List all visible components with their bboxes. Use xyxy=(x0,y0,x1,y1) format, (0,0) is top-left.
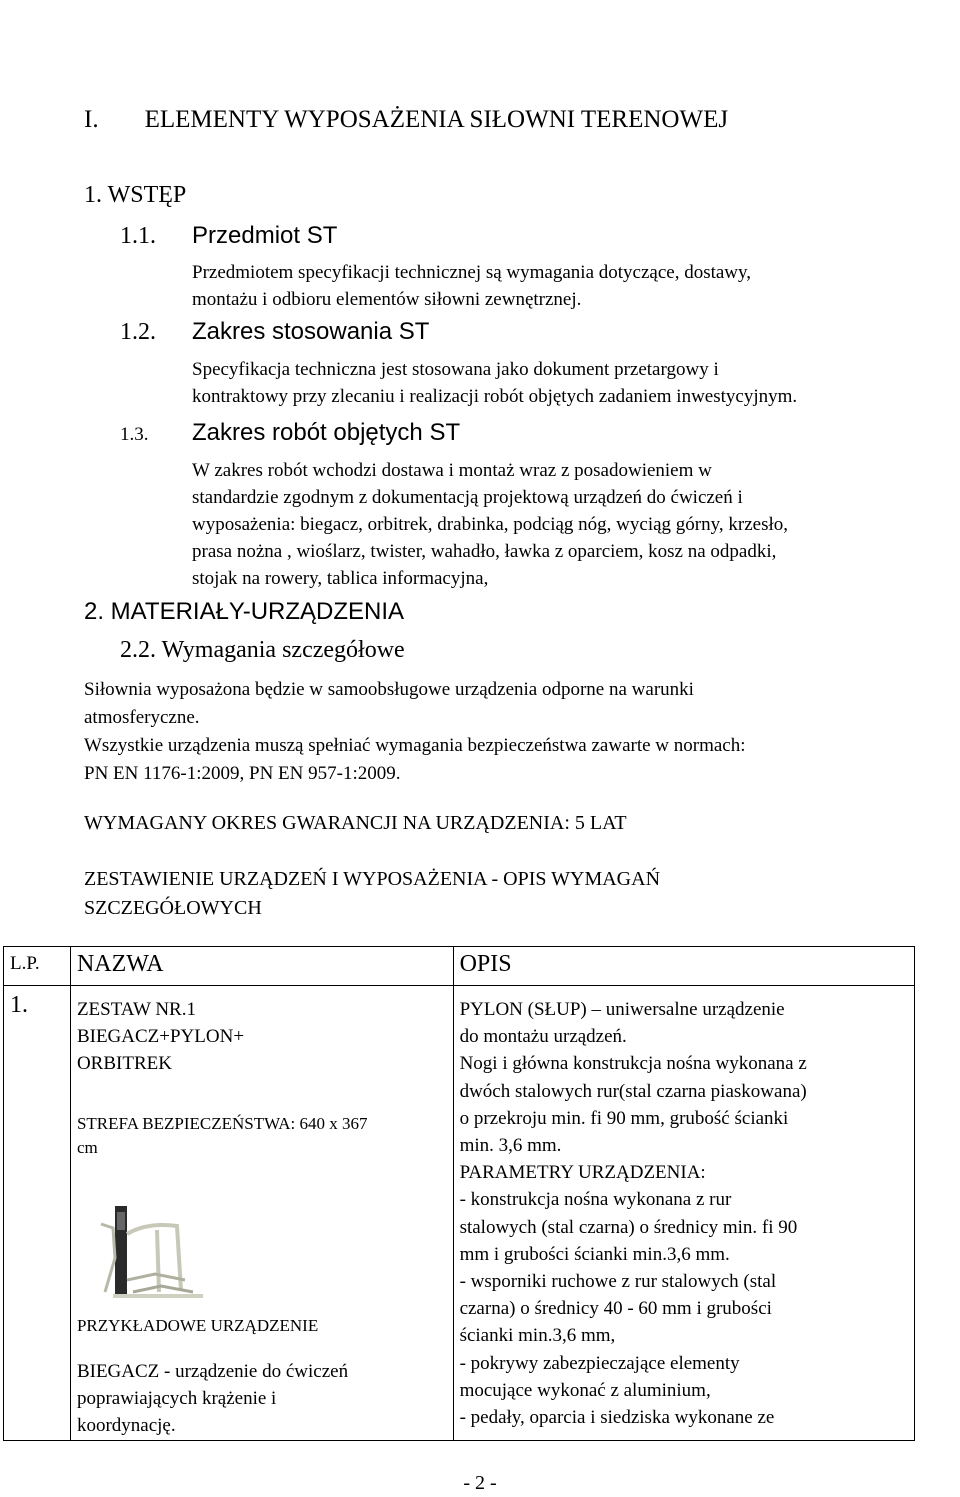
description-line: ścianki min.3,6 mm, xyxy=(459,1325,616,1347)
subsection-1-2-text xyxy=(192,356,932,410)
zone-line: STREFA BEZPIECZEŃSTWA: 640 x 367 xyxy=(76,1114,368,1133)
description-line: PARAMETRY URZĄDZENIA: xyxy=(459,1162,706,1184)
requirements-text xyxy=(84,676,746,788)
paragraph-line: prasa nożna , wioślarz, twister, wahadło, ławka z oparciem, kosz na odpadki, xyxy=(192,541,777,562)
device-description xyxy=(77,1348,453,1439)
table-row xyxy=(4,986,915,1441)
paragraph-line: atmosferyczne. xyxy=(84,707,200,728)
description-line: mocujące wykonać z aluminium, xyxy=(459,1379,711,1401)
description-line: - pedały, oparcia i siedziska wykonane ze xyxy=(459,1407,775,1429)
device-line: koordynację. xyxy=(76,1415,176,1436)
device-line: poprawiających krążenie i xyxy=(76,1388,277,1409)
subsection-1-2-title: Zakres stosowania ST xyxy=(192,318,430,345)
description-line: min. 3,6 mm. xyxy=(459,1135,562,1157)
description-line: stalowych (stal czarna) o średnicy min. fi 90 xyxy=(459,1216,798,1238)
paragraph-line: Wszystkie urządzenia muszą spełniać wymagania bezpieczeństwa zawarte w normach: xyxy=(84,735,746,756)
row-name-cell xyxy=(70,986,453,1441)
header-lp: L.P. xyxy=(4,947,71,986)
description-line: - pokrywy zabezpieczające elementy xyxy=(459,1352,740,1374)
section-2-heading: 2. MATERIAŁY-URZĄDZENIA xyxy=(84,598,405,625)
summary-line: SZCZEGÓŁOWYCH xyxy=(84,897,262,919)
subsection-1-1-title: Przedmiot ST xyxy=(192,222,338,249)
subsection-1-3-text xyxy=(192,457,932,592)
header-description: OPIS xyxy=(453,947,914,986)
paragraph-line: stojak na rowery, tablica informacyjna, xyxy=(192,568,489,589)
name-line: BIEGACZ+PYLON+ xyxy=(76,1026,245,1047)
description-line: - konstrukcja nośna wykonana z rur xyxy=(459,1189,732,1211)
subsection-1-3-heading xyxy=(120,419,460,447)
equipment-table xyxy=(3,946,915,1441)
title-text: ELEMENTY WYPOSAŻENIA SIŁOWNI TERENOWEJ xyxy=(144,106,729,133)
paragraph-line: kontraktowy przy zlecaniu i realizacji robót objętych zadaniem inwestycyjnym. xyxy=(192,386,798,407)
zone-line: cm xyxy=(76,1138,98,1157)
set-name xyxy=(77,986,453,1077)
safety-zone xyxy=(77,1112,453,1160)
description-text xyxy=(460,986,914,1431)
paragraph-line: Specyfikacja techniczna jest stosowana jako dokument przetargowy i xyxy=(192,359,719,380)
paragraph-line: W zakres robót wchodzi dostawa i montaż wraz z posadowieniem w xyxy=(192,460,712,481)
name-line: ORBITREK xyxy=(76,1053,172,1074)
warranty-notice: WYMAGANY OKRES GWARANCJI NA URZĄDZENIA: 5 LAT xyxy=(84,812,627,834)
paragraph-line: Przedmiotem specyfikacji technicznej są wymagania dotyczące, dostawy, xyxy=(192,262,752,283)
image-caption: PRZYKŁADOWE URZĄDZENIE xyxy=(76,1316,319,1335)
name-line: ZESTAW NR.1 xyxy=(76,999,196,1020)
description-line: Nogi i główna konstrukcja nośna wykonana z xyxy=(459,1053,807,1075)
description-line: - wsporniki ruchowe z rur stalowych (stal xyxy=(459,1271,777,1293)
subsection-1-2-number: 1.2. xyxy=(120,319,156,345)
summary-line: ZESTAWIENIE URZĄDZEŃ I WYPOSAŻENIA - OPIS WYMAGAŃ xyxy=(84,868,661,890)
paragraph-line: PN EN 1176-1:2009, PN EN 957-1:2009. xyxy=(84,763,401,784)
description-line: mm i grubości ścianki min.3,6 mm. xyxy=(459,1243,730,1265)
document-title xyxy=(84,106,728,134)
device-line: BIEGACZ - urządzenie do ćwiczeń xyxy=(76,1361,349,1382)
description-line: dwóch stalowych rur(stal czarna piaskowana) xyxy=(459,1080,807,1102)
subsection-1-2-heading xyxy=(120,318,429,346)
section-1-heading: 1. WSTĘP xyxy=(84,182,187,208)
description-line: czarna) o średnicy 40 - 60 mm i grubości xyxy=(459,1298,772,1320)
row-description-cell xyxy=(453,986,914,1441)
paragraph-line: montażu i odbioru elementów siłowni zewnętrznej. xyxy=(192,289,582,310)
outdoor-gym-equipment-image xyxy=(97,1200,207,1300)
header-name: NAZWA xyxy=(70,947,453,986)
table-header-row xyxy=(4,947,915,986)
paragraph-line: Siłownia wyposażona będzie w samoobsługowe urządzenia odporne na warunki xyxy=(84,679,694,700)
description-line: o przekroju min. fi 90 mm, grubość ścianki xyxy=(459,1107,789,1129)
subsection-1-1-text xyxy=(192,259,932,313)
paragraph-line: standardzie zgodnym z dokumentacją projektową urządzeń do ćwiczeń i xyxy=(192,487,743,508)
paragraph-line: wyposażenia: biegacz, orbitrek, drabinka, podciąg nóg, wyciąg górny, krzesło, xyxy=(192,514,789,535)
subsection-2-2-heading: 2.2. Wymagania szczegółowe xyxy=(120,637,405,663)
title-number: I. xyxy=(84,106,99,133)
page-number: - 2 - xyxy=(463,1472,497,1494)
subsection-1-1-heading xyxy=(120,222,337,250)
subsection-1-3-title: Zakres robót objętych ST xyxy=(192,419,461,446)
row-lp: 1. xyxy=(4,986,71,1441)
description-line: PYLON (SŁUP) – uniwersalne urządzenie xyxy=(459,999,785,1020)
subsection-1-1-number: 1.1. xyxy=(120,223,156,249)
subsection-1-3-number: 1.3. xyxy=(120,424,149,445)
summary-heading xyxy=(84,865,844,923)
description-line: do montażu urządzeń. xyxy=(459,1026,627,1048)
